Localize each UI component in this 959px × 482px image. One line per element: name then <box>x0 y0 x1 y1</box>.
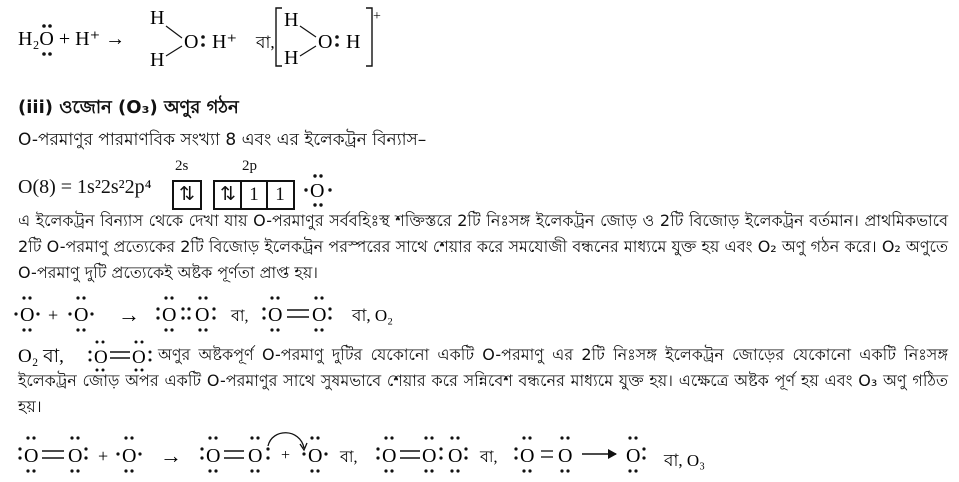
orbital-2p-cell-1: ⇅ <box>220 184 236 205</box>
hydronium-hplus: H⁺ <box>212 31 237 53</box>
svg-text:O: O <box>24 445 39 467</box>
hydronium-equation <box>0 0 959 72</box>
svg-text:বা,: বা, <box>340 449 358 466</box>
hydronium-equation-lhs: H₂O + H⁺ → <box>18 28 126 50</box>
orbital-2s-cell: ⇅ <box>179 184 195 205</box>
hydronium-b-h-bottom: H <box>284 47 299 69</box>
svg-text:বা,: বা, <box>480 449 498 466</box>
svg-text:বা, O₃: বা, O₃ <box>664 451 706 470</box>
oxygen-lewis-atom <box>300 170 336 210</box>
svg-text:বা, O₂: বা, O₂ <box>352 306 394 325</box>
paragraph-o2-formation <box>18 208 948 286</box>
svg-text:O₂ বা,: O₂ বা, <box>18 346 64 367</box>
intro-text: O-পরমাণুর পারমাণবিক সংখ্যা 8 এবং এর ইলেকট্রন বিন্যাস– <box>18 130 427 150</box>
svg-text:O: O <box>162 304 177 326</box>
hydronium-b-o: O <box>318 31 333 53</box>
svg-text:O: O <box>74 304 89 326</box>
svg-text:O: O <box>132 347 146 368</box>
charge-plus: + <box>373 9 381 24</box>
label-2p: 2p <box>242 158 257 174</box>
paragraph-o3-text: অণুর অষ্টকপূর্ণ O-পরমাণু দুটির যেকোনো একটি O-পরমাণু এর 2টি নিঃসঙ্গ ইলেকট্রন জোড়ের যেকোনো একটি নিঃসঙ্গ ইলেকট্রন জোড় অপর একটি O-পরমাণুর সাথে সুষমভাবে শেয়ার করে সন্নিবেশ বন্ধনের মাধ্যমে যুক্ত হয়। এক্ষেত্রে অষ্টক পূর্ণ হয় এবং O₃ অণু গঠিত হয়। <box>18 345 948 416</box>
hydronium-o: O <box>184 31 199 53</box>
hydronium-ba: বা, <box>256 33 275 52</box>
svg-text:O: O <box>448 445 463 467</box>
svg-text:→: → <box>160 443 182 468</box>
orbital-2p-cell-3: 1 <box>275 184 285 205</box>
paragraph-o2-text: এ ইলেকট্রন বিন্যাস থেকে দেখা যায় O-পরমাণুর সর্ববহিঃস্থ শক্তিস্তরে 2টি নিঃসঙ্গ ইলেকট্রন জোড় ও 2টি বিজোড় ইলেকট্রন বর্তমান। প্রাথমিকভাবে 2টি O-পরমাণু প্রত্যেকের 2টি বিজোড় ইলেকট্রন পরস্পরের সাথে শেয়ার করে সমযোজী বন্ধনের মাধ্যমে যুক্ত হয় এবং O₂ অণু গঠন করে। O₂ অণুতে O-পরমাণু দুটি প্রত্যেকেই অষ্টক পূর্ণতা প্রাপ্ত হয়। <box>18 211 948 282</box>
hydronium-h-bottom: H <box>150 49 165 71</box>
svg-text:→: → <box>118 302 140 327</box>
svg-text:O: O <box>310 180 325 202</box>
paragraph-o3-formation <box>18 342 948 420</box>
electron-pair-arrow <box>268 433 304 448</box>
svg-text:O: O <box>248 445 263 467</box>
hydronium-b-h-top: H <box>284 9 299 31</box>
svg-text:O: O <box>195 304 210 326</box>
svg-text:O: O <box>312 304 327 326</box>
config-formula: O(8) = 1s²2s²2p⁴ <box>18 176 152 198</box>
svg-text:O: O <box>122 445 137 467</box>
svg-text:বা,: বা, <box>231 308 249 325</box>
svg-text:O: O <box>20 304 35 326</box>
o2-lewis-equation <box>0 292 959 336</box>
orbital-2s-box <box>172 180 202 210</box>
svg-text:O: O <box>422 445 437 467</box>
o3-lewis-equation <box>0 432 959 480</box>
svg-text:+: + <box>48 305 59 325</box>
svg-text:+: + <box>281 447 291 464</box>
orbital-2p-cell-2: 1 <box>249 184 259 205</box>
hydronium-b-h-right: H <box>346 31 361 53</box>
svg-text:O: O <box>626 445 641 467</box>
svg-text:O: O <box>308 445 323 467</box>
svg-text:O: O <box>206 445 221 467</box>
svg-text:O: O <box>94 347 108 368</box>
right-bracket <box>366 8 372 66</box>
ozone-heading: (iii) ওজোন (O₃) অণুর গঠন <box>18 97 239 118</box>
svg-text:O: O <box>558 445 573 467</box>
hydronium-h-top: H <box>150 7 165 29</box>
left-bracket <box>276 8 282 66</box>
svg-text:O: O <box>520 445 535 467</box>
svg-text:O: O <box>68 445 83 467</box>
label-2s: 2s <box>175 158 189 174</box>
orbital-2p-box <box>213 180 295 210</box>
svg-text:O: O <box>268 304 283 326</box>
svg-text:+: + <box>98 446 109 466</box>
svg-text:O: O <box>382 445 397 467</box>
